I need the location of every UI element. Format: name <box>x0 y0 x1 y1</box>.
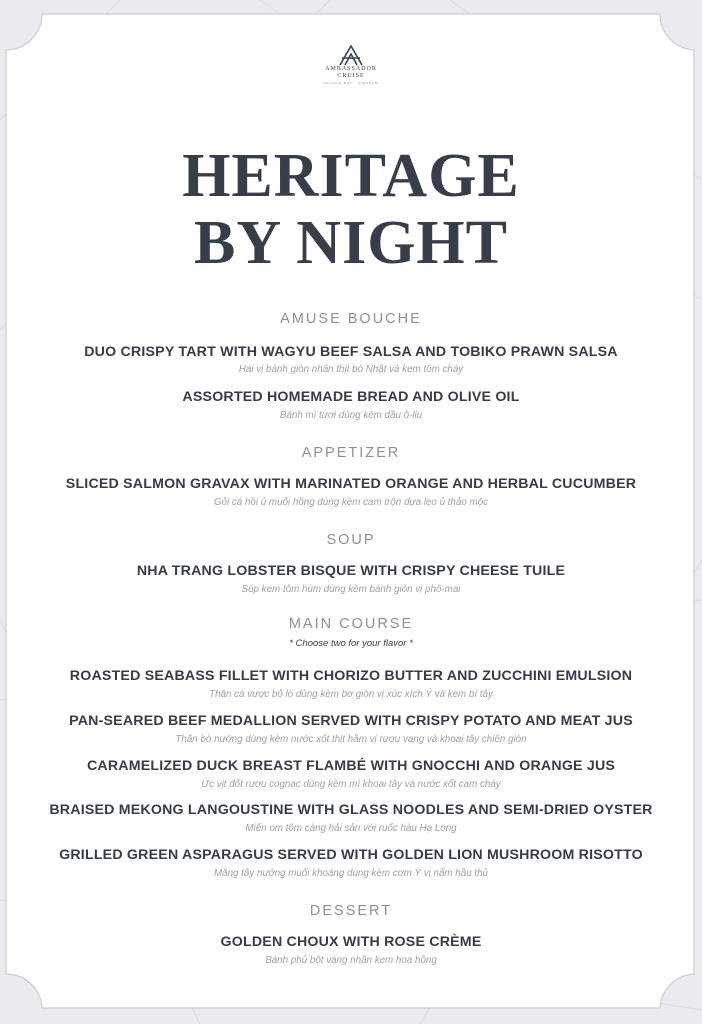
section-heading-soup: SOUP <box>326 532 376 548</box>
dish-name: PAN-SEARED BEEF MEDALLION SERVED WITH CRISPY POTATO AND MEAT JUS <box>69 713 633 729</box>
dish-description: Bánh phủ bột vàng nhân kem hoa hồng <box>265 955 437 966</box>
dish-name: NHA TRANG LOBSTER BISQUE WITH CRISPY CHEESE TUILE <box>136 563 566 579</box>
main-course-note: * Choose two for your flavor * <box>289 638 413 649</box>
section-heading-amuse-bouche: AMUSE BOUCHE <box>280 311 422 327</box>
dish-description: Bánh mì tươi dùng kèm dầu ô-liu <box>279 410 423 421</box>
dish-description: Súp kem tôm hùm dùng kèm bánh giòn vị phô-mai <box>241 584 461 595</box>
brand-name: AMBASSADOR CRUISE <box>325 66 377 79</box>
dish-name: GOLDEN CHOUX WITH ROSE CRÈME <box>220 934 482 950</box>
ambassador-logo-icon <box>338 44 364 66</box>
dish-description: Gỏi cá hồi ủ muối hồng dùng kèm cam trộn dưa leo ủ thảo mộc <box>213 497 489 508</box>
dish-name: SLICED SALMON GRAVAX WITH MARINATED ORANGE AND HERBAL CUCUMBER <box>65 476 637 492</box>
section-heading-main-course: MAIN COURSE <box>288 616 414 632</box>
brand-tagline: HALONG BAY · VIETNAM <box>323 81 379 85</box>
dish-name: ASSORTED HOMEMADE BREAD AND OLIVE OIL <box>182 389 520 405</box>
dish-description: Thăn bò nướng dùng kèm nước xốt thịt hầm vị rượu vang và khoai tây chiên giòn <box>175 734 527 745</box>
menu-title-line-1: HERITAGE <box>182 142 520 210</box>
dish-description: Hai vị bánh giòn nhân thịt bò Nhật và kem tôm cháy <box>238 364 464 375</box>
section-heading-appetizer: APPETIZER <box>301 445 401 461</box>
dish-name: CARAMELIZED DUCK BREAST FLAMBÉ WITH GNOCCHI AND ORANGE JUS <box>86 758 616 774</box>
dish-description: Thăn cá vược bỏ lò dùng kèm bơ giòn vị xúc xích Ý và kem bí tây <box>209 689 493 700</box>
dish-description: Miến om tôm càng hải sản với ruốc hàu Hạ Long <box>245 823 457 834</box>
dish-name: DUO CRISPY TART WITH WAGYU BEEF SALSA AND TOBIKO PRAWN SALSA <box>84 344 618 360</box>
brand-logo <box>301 44 401 85</box>
dish-name: GRILLED GREEN ASPARAGUS SERVED WITH GOLDEN LION MUSHROOM RISOTTO <box>59 847 643 863</box>
menu-title-line-2: BY NIGHT <box>193 209 509 277</box>
dish-description: Ức vịt đốt rượu cognac dùng kèm mì khoai tây và nước xốt cam cháy <box>201 779 501 790</box>
dish-name: ROASTED SEABASS FILLET WITH CHORIZO BUTTER AND ZUCCHINI EMULSION <box>69 668 633 684</box>
dish-description: Măng tây nướng muối khoáng dùng kèm cơm Ý vị nấm hầu thủ <box>213 868 488 879</box>
section-heading-dessert: DESSERT <box>309 903 393 919</box>
dish-name: BRAISED MEKONG LANGOUSTINE WITH GLASS NOODLES AND SEMI-DRIED OYSTER <box>49 802 653 818</box>
